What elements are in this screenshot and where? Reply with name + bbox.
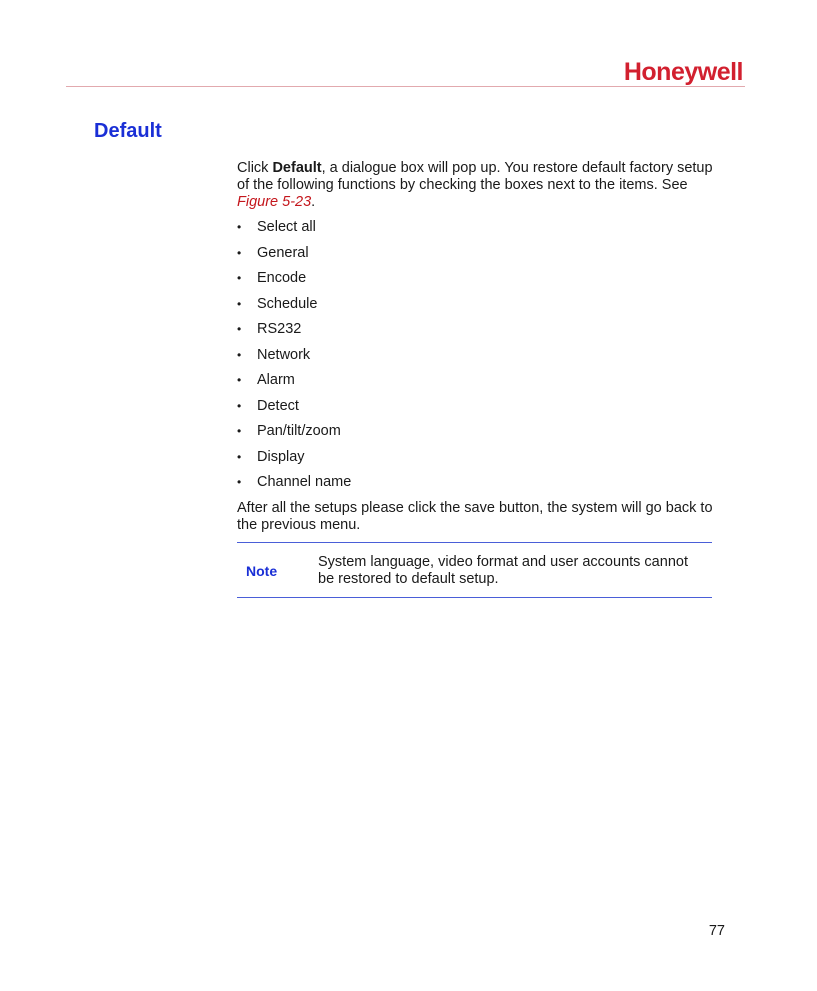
- list-item: [237, 398, 722, 424]
- list-item-label: RS232: [257, 321, 302, 337]
- header-divider: [66, 86, 745, 87]
- bullet-icon: •: [237, 245, 242, 260]
- list-item-label: Alarm: [257, 372, 295, 388]
- bullet-icon: •: [237, 271, 242, 285]
- bullet-icon: •: [237, 347, 242, 362]
- bullet-icon: •: [237, 373, 242, 387]
- bullet-icon: •: [237, 475, 242, 489]
- list-item-label: Schedule: [257, 295, 318, 312]
- list-item-label: General: [257, 244, 309, 261]
- list-item: [237, 347, 722, 373]
- intro-middle: , a dialogue box will pop up. You restore default factory setup of the following functions by checking the boxes next to the items. See: [237, 160, 713, 193]
- list-item: [237, 449, 722, 475]
- default-items-list: [237, 219, 722, 500]
- bullet-icon: •: [237, 424, 242, 438]
- list-item-label: Encode: [257, 270, 307, 286]
- list-item: [237, 219, 722, 245]
- list-item: [237, 372, 722, 398]
- section-title: Default: [94, 120, 162, 142]
- intro-prefix: Click: [237, 160, 273, 176]
- note-label: Note: [246, 563, 278, 579]
- list-item-label: Detect: [257, 397, 299, 414]
- list-item: [237, 321, 722, 347]
- honeywell-logo: Honeywell: [623, 58, 743, 86]
- body-content: [237, 160, 722, 534]
- list-item: [237, 423, 722, 449]
- bullet-icon: •: [237, 220, 242, 234]
- figure-reference-link[interactable]: Figure 5-23: [237, 194, 312, 210]
- bullet-icon: •: [237, 449, 242, 464]
- note-box: [237, 542, 712, 598]
- intro-paragraph: [237, 160, 722, 211]
- outro-paragraph: After all the setups please click the save button, the system will go back to the previous menu.: [237, 499, 713, 533]
- bullet-icon: •: [237, 398, 242, 413]
- list-item-label: Network: [257, 346, 311, 363]
- list-item-label: Pan/tilt/zoom: [257, 423, 341, 439]
- bullet-icon: •: [237, 322, 242, 336]
- list-item: [237, 270, 722, 296]
- list-item-label: Display: [257, 448, 305, 465]
- list-item: [237, 474, 722, 500]
- list-item: [237, 296, 722, 322]
- note-text: System language, video format and user accounts cannot be restored to default setup.: [318, 554, 688, 587]
- list-item: [237, 245, 722, 271]
- list-item-label: Channel name: [257, 474, 352, 490]
- bullet-icon: •: [237, 296, 242, 311]
- intro-suffix: .: [311, 194, 316, 210]
- page-number: 77: [708, 923, 725, 939]
- list-item-label: Select all: [257, 219, 316, 235]
- intro-bold-default: Default: [272, 160, 322, 176]
